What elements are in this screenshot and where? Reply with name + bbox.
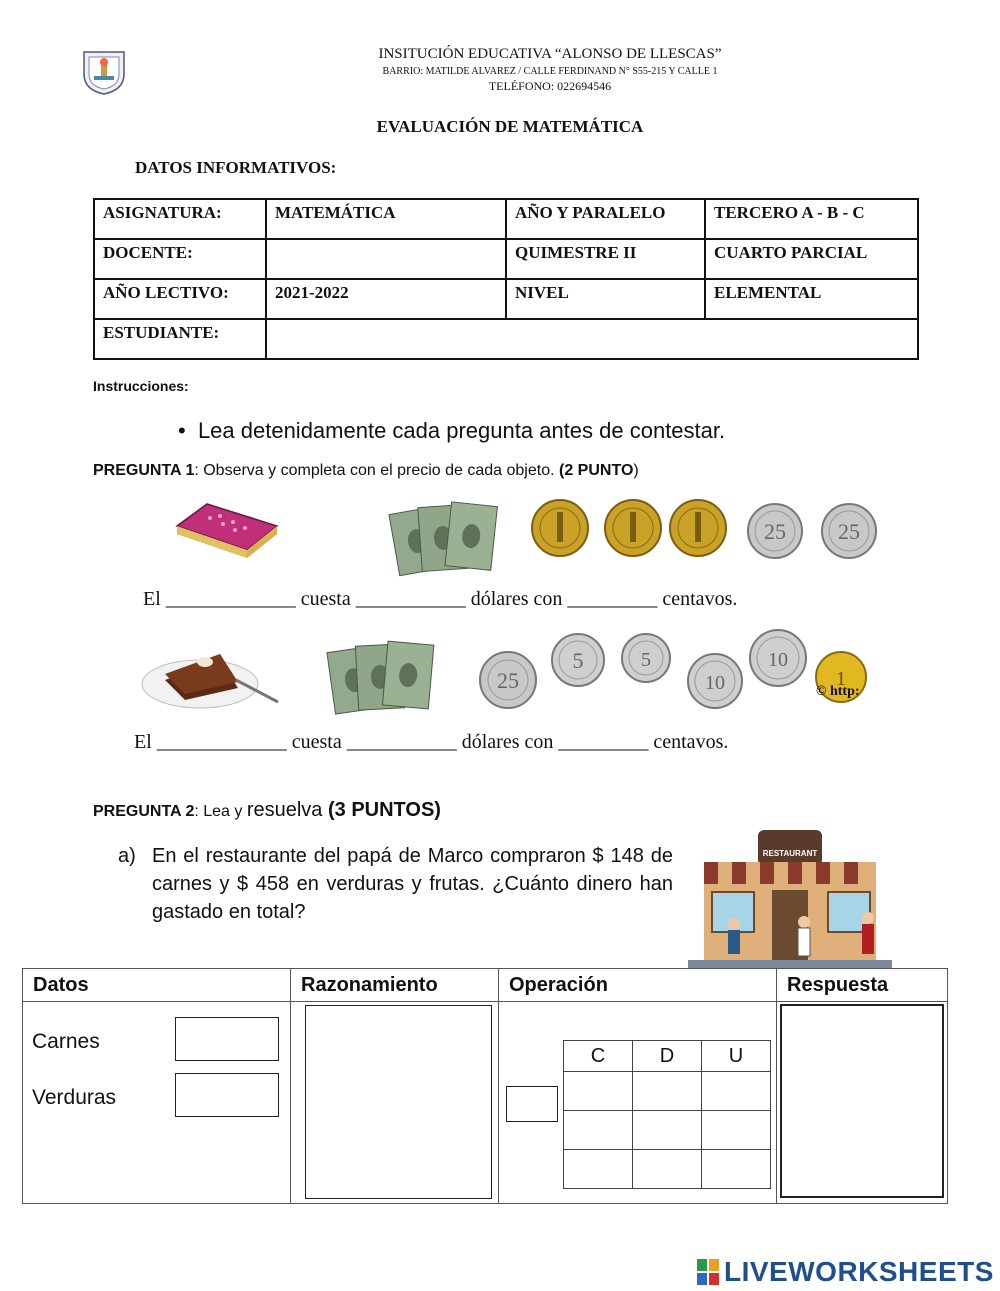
q1-points-end: )	[633, 462, 639, 479]
info-cell: QUIMESTRE II	[506, 239, 705, 279]
info-cell: TERCERO A - B - C	[705, 199, 918, 239]
gold-dollar-coin-icon	[668, 498, 728, 558]
coin-value: 5	[641, 649, 651, 671]
cdu-header-u: U	[702, 1041, 771, 1072]
q2-text-large: resuelva	[246, 799, 328, 821]
cdu-cell[interactable]	[633, 1072, 702, 1111]
info-cell: AÑO Y PARALELO	[506, 199, 705, 239]
dollar-bills-image	[325, 635, 445, 717]
gold-dollar-coin-icon	[530, 498, 590, 558]
coin-value: 10	[768, 649, 788, 671]
instruction-text: Lea detenidamente cada pregunta antes de contestar.	[197, 418, 726, 443]
dime-coin-icon	[686, 652, 744, 710]
estudiante-field[interactable]	[266, 319, 918, 359]
info-table	[93, 198, 919, 360]
coin-value: 25	[497, 668, 519, 693]
cake-image	[140, 640, 282, 712]
info-cell: CUARTO PARCIAL	[705, 239, 918, 279]
cdu-cell[interactable]	[633, 1150, 702, 1189]
question-1-heading	[93, 462, 639, 480]
cdu-cell[interactable]	[702, 1150, 771, 1189]
operation-sign-input[interactable]	[506, 1086, 558, 1122]
info-cell: MATEMÁTICA	[266, 199, 506, 239]
school-phone: TELÉFONO: 022694546	[488, 79, 612, 93]
nickel-coin-icon	[550, 632, 606, 688]
info-cell: 2021-2022	[266, 279, 506, 319]
cdu-cell[interactable]	[564, 1111, 633, 1150]
liveworksheets-logo: LIVEWORKSHEETS	[724, 1256, 994, 1287]
cdu-grid	[563, 1040, 771, 1189]
instruction-item	[178, 418, 725, 444]
quarter-coin-icon	[746, 502, 804, 560]
respuesta-input[interactable]	[780, 1004, 944, 1198]
carnes-input[interactable]	[175, 1017, 279, 1061]
q2-points: (3 PUNTOS)	[327, 799, 441, 821]
bullet-dot: •	[178, 418, 198, 443]
info-cell: AÑO LECTIVO:	[94, 279, 266, 319]
coin-value: 25	[764, 519, 786, 544]
q2a-label: a)	[118, 845, 136, 867]
quarter-coin-icon	[478, 650, 538, 710]
verduras-input[interactable]	[175, 1073, 279, 1117]
instructions-label: Instrucciones:	[93, 378, 189, 394]
book-image	[175, 496, 280, 568]
question-2a	[118, 842, 673, 926]
q1-text: : Observa y completa con el precio de cada objeto.	[194, 462, 559, 479]
liveworksheets-logo-icon	[697, 1259, 721, 1285]
cdu-cell[interactable]	[702, 1072, 771, 1111]
restaurant-sign-text: RESTAURANT	[762, 849, 818, 858]
coin-value: 1	[836, 668, 846, 690]
info-cell: DOCENTE:	[94, 239, 266, 279]
dime-coin-icon	[748, 628, 808, 688]
info-row	[94, 199, 918, 239]
coin-value: 10	[705, 672, 725, 694]
school-address: BARRIO: MATILDE ALVAREZ / CALLE FERDINAND N° S55-215 Y CALLE 1	[382, 66, 718, 77]
info-cell: ASIGNATURA:	[94, 199, 266, 239]
cdu-cell[interactable]	[702, 1111, 771, 1150]
carnes-label: Carnes	[32, 1030, 100, 1053]
cdu-header-d: D	[633, 1041, 702, 1072]
coin-value: 25	[838, 519, 860, 544]
col-datos: Datos	[23, 969, 291, 1002]
razonamiento-input[interactable]	[305, 1005, 492, 1199]
cdu-cell[interactable]	[564, 1150, 633, 1189]
q2-text-small: : Lea y	[194, 803, 247, 820]
dollar-bills-image	[388, 496, 508, 578]
coin-value: 5	[572, 648, 584, 673]
info-cell: ELEMENTAL	[705, 279, 918, 319]
image-watermark: © http:	[816, 684, 860, 699]
school-name: INSITUCIÓN EDUCATIVA “ALONSO DE LLESCAS”	[378, 46, 722, 62]
col-razonamiento: Razonamiento	[291, 969, 499, 1002]
col-operacion: Operación	[499, 969, 777, 1002]
col-respuesta: Respuesta	[777, 969, 948, 1002]
question-2-heading	[93, 799, 441, 822]
datos-title: DATOS INFORMATIVOS:	[135, 158, 337, 177]
q2a-text: En el restaurante del papá de Marco compraron $ 148 de carnes y $ 458 en verduras y frutas. ¿Cuánto dinero han gastado en total?	[152, 845, 673, 923]
info-row	[94, 279, 918, 319]
cdu-cell[interactable]	[633, 1111, 702, 1150]
q1-fill-line-2[interactable]: El _____________ cuesta ___________ dólares con _________ centavos.	[134, 731, 729, 753]
info-row	[94, 319, 918, 359]
quarter-coin-icon	[820, 502, 878, 560]
q1-fill-line-1[interactable]: El _____________ cuesta ___________ dólares con _________ centavos.	[143, 588, 738, 610]
info-cell: NIVEL	[506, 279, 705, 319]
gold-dollar-coin-icon	[603, 498, 663, 558]
cdu-header-c: C	[564, 1041, 633, 1072]
restaurant-image	[688, 826, 892, 968]
docente-field[interactable]	[266, 239, 506, 279]
verduras-label: Verduras	[32, 1086, 117, 1109]
nickel-coin-icon	[620, 632, 672, 684]
q2-label: PREGUNTA 2	[93, 803, 195, 820]
q1-label: PREGUNTA 1	[93, 462, 195, 479]
info-cell: ESTUDIANTE:	[94, 319, 266, 359]
info-row	[94, 239, 918, 279]
exam-title: EVALUACIÓN DE MATEMÁTICA	[376, 117, 644, 136]
cdu-cell[interactable]	[564, 1072, 633, 1111]
q1-points: (2 PUNTO	[559, 462, 634, 479]
